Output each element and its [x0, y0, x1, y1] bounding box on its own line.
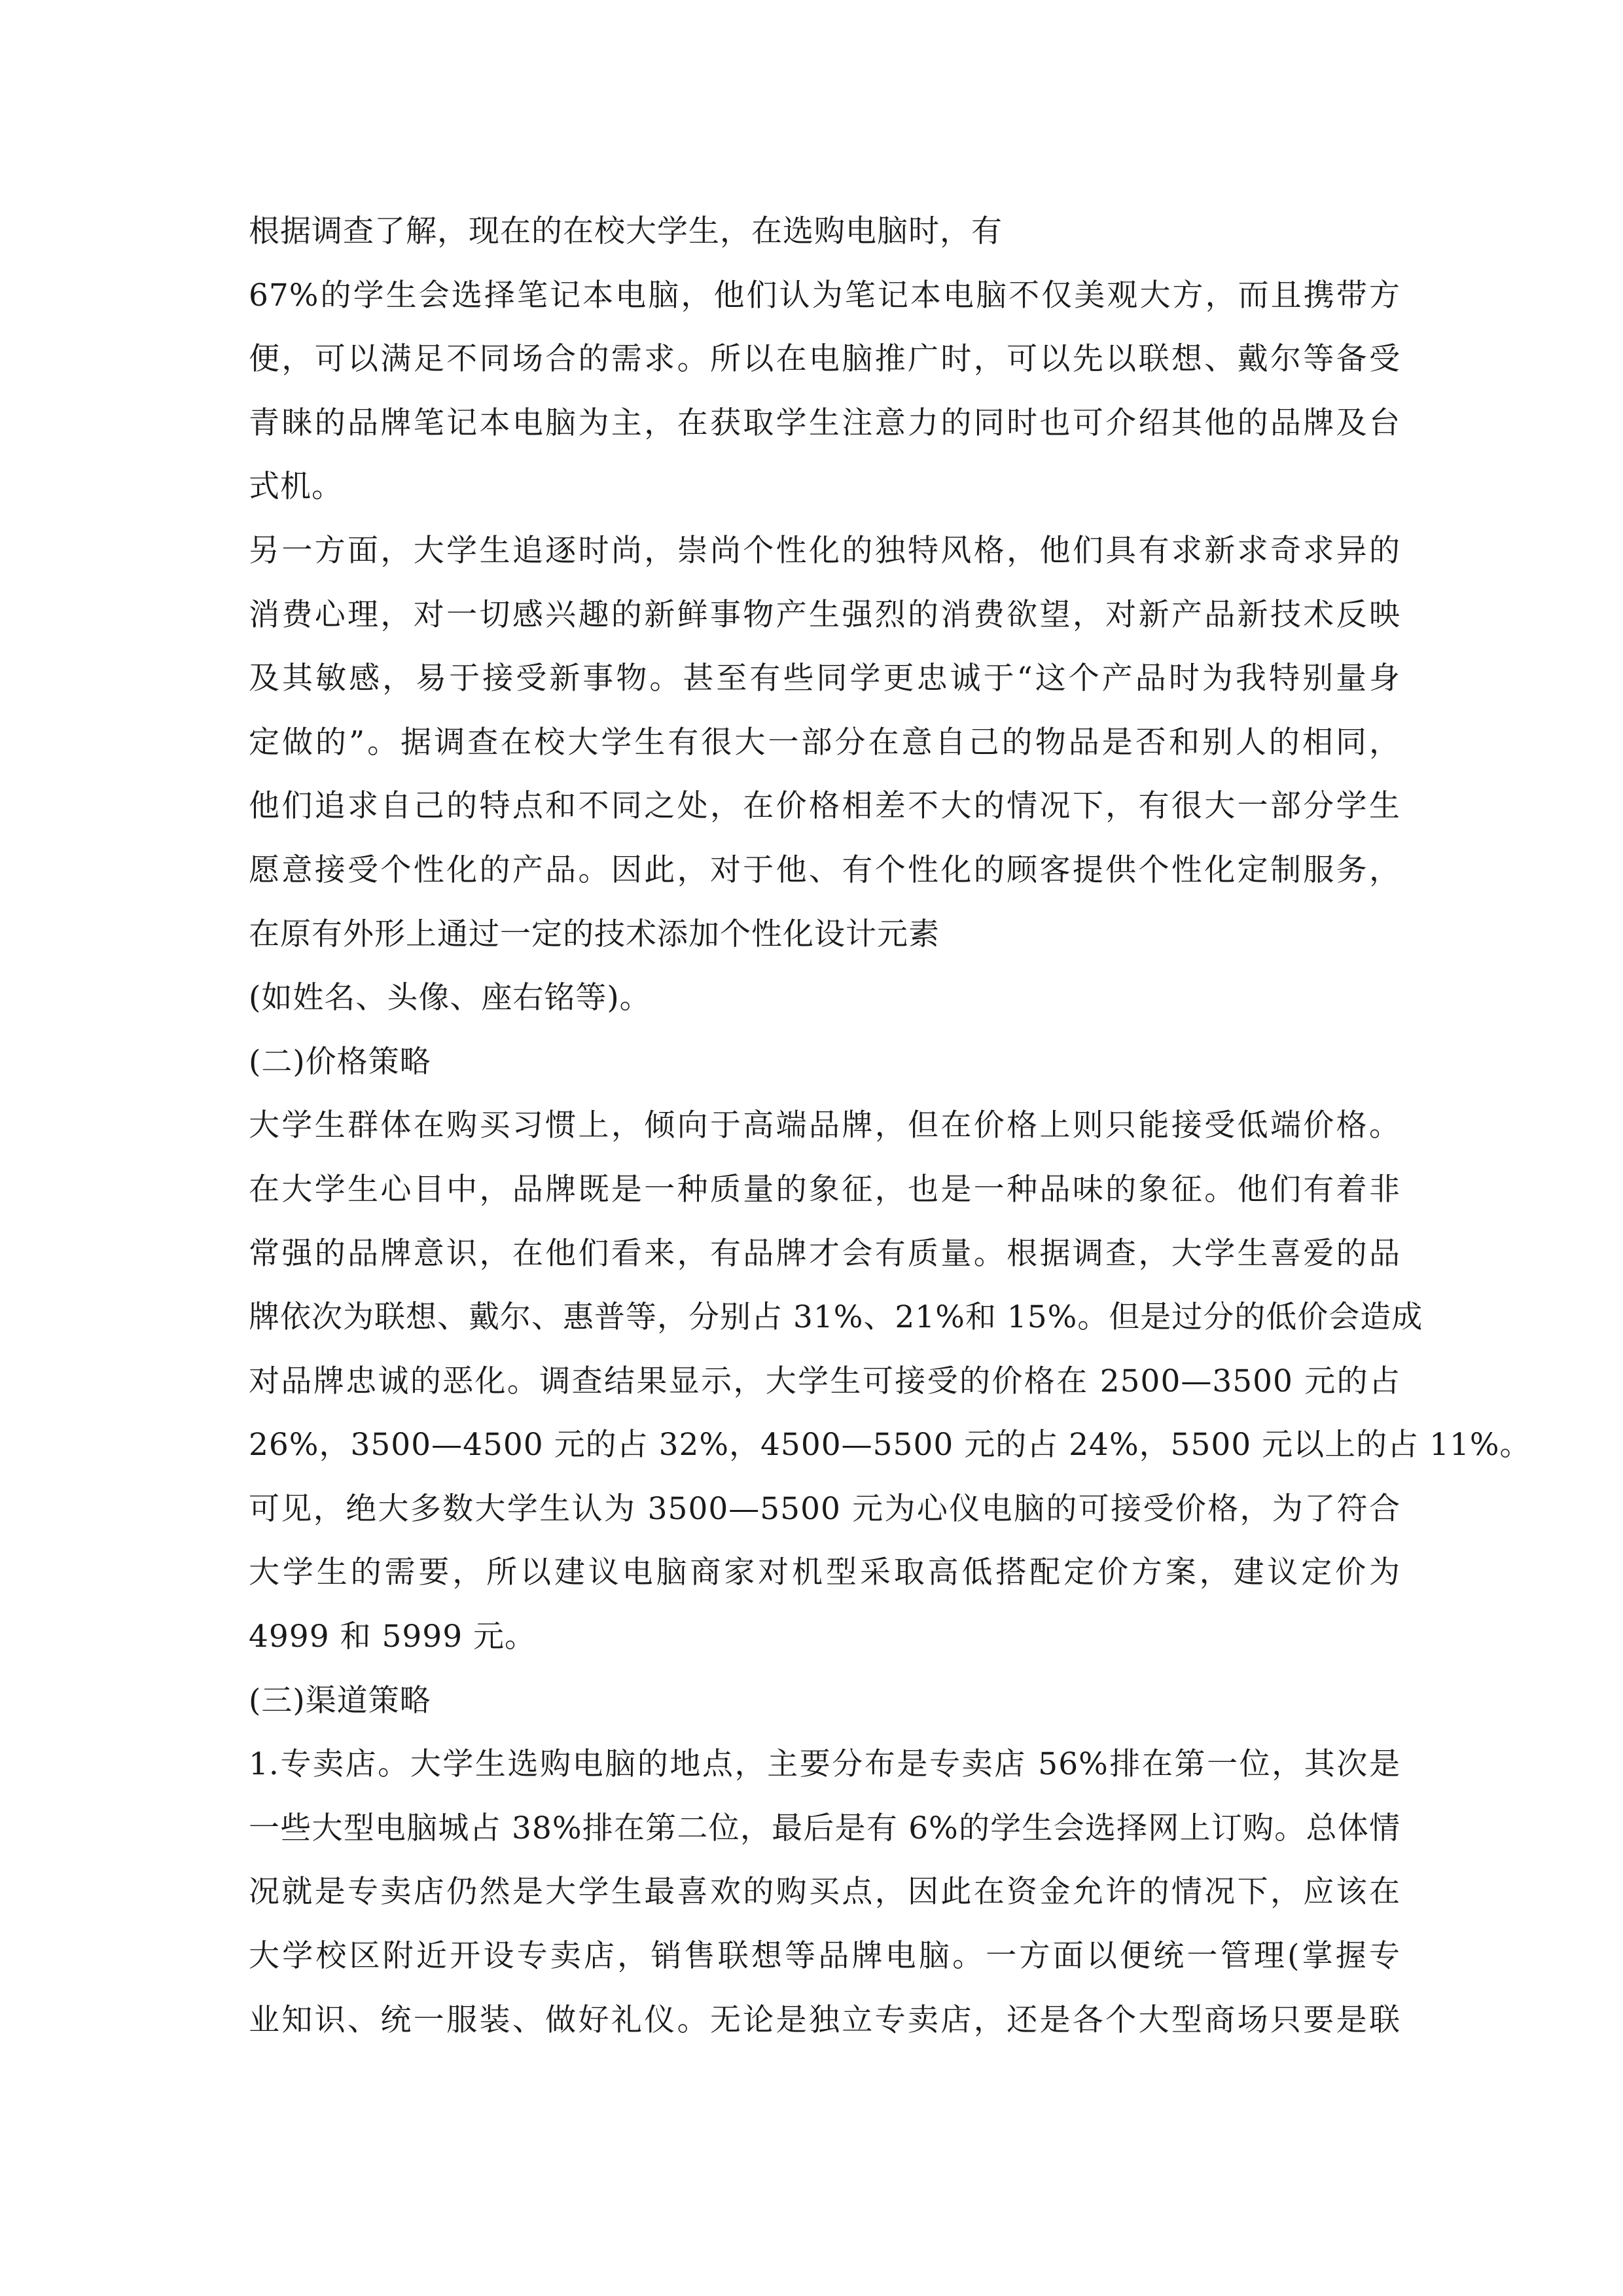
- text-line: 1.专卖店。大学生选购电脑的地点，主要分布是专卖店 56%排在第一位，其次是: [249, 1746, 1400, 1783]
- text-line: 根据调查了解，现在的在校大学生，在选购电脑时，有: [249, 213, 1003, 249]
- text-line: 在原有外形上通过一定的技术添加个性化设计元素: [249, 916, 940, 952]
- text-line: 青睐的品牌笔记本电脑为主，在获取学生注意力的同时也可介绍其他的品牌及台: [249, 404, 1400, 441]
- section-heading: (二)价格策略: [249, 1043, 431, 1080]
- text-line: 大学生群体在购买习惯上，倾向于高端品牌，但在价格上则只能接受低端价格。: [249, 1107, 1400, 1144]
- text-line: 26%，3500—4500 元的占 32%，4500—5500 元的占 24%，5500 元以上的占 11%。: [249, 1427, 1531, 1463]
- text-line: 便，可以满足不同场合的需求。所以在电脑推广时，可以先以联想、戴尔等备受: [249, 341, 1400, 378]
- text-line: 常强的品牌意识，在他们看来，有品牌才会有质量。根据调查，大学生喜爱的品: [249, 1235, 1400, 1272]
- text-line: 及其敏感，易于接受新事物。甚至有些同学更忠诚于“这个产品时为我特别量身: [249, 660, 1400, 697]
- text-line: 对品牌忠诚的恶化。调查结果显示，大学生可接受的价格在 2500—3500 元的占: [249, 1363, 1400, 1399]
- text-line: 愿意接受个性化的产品。因此，对于他、有个性化的顾客提供个性化定制服务，: [249, 852, 1400, 888]
- text-line: 式机。: [249, 469, 343, 505]
- text-line: 67%的学生会选择笔记本电脑，他们认为笔记本电脑不仅美观大方，而且携带方: [249, 277, 1400, 314]
- text-line: 况就是专卖店仍然是大学生最喜欢的购买点，因此在资金允许的情况下，应该在: [249, 1874, 1400, 1910]
- text-line: 4999 和 5999 元。: [249, 1619, 537, 1655]
- text-line: 大学生的需要，所以建议电脑商家对机型采取高低搭配定价方案，建议定价为: [249, 1554, 1400, 1591]
- text-line: 他们追求自己的特点和不同之处，在价格相差不大的情况下，有很大一部分学生: [249, 788, 1400, 825]
- text-line: 大学校区附近开设专卖店，销售联想等品牌电脑。一方面以便统一管理(掌握专: [249, 1938, 1400, 1975]
- text-line: 可见，绝大多数大学生认为 3500—5500 元为心仪电脑的可接受价格，为了符合: [249, 1490, 1400, 1527]
- text-line: (如姓名、头像、座右铭等)。: [249, 980, 651, 1016]
- section-heading: (三)渠道策略: [249, 1682, 431, 1719]
- text-line: 一些大型电脑城占 38%排在第二位，最后是有 6%的学生会选择网上订购。总体情: [249, 1810, 1400, 1846]
- text-line: 定做的”。据调查在校大学生有很大一部分在意自己的物品是否和别人的相同，: [249, 724, 1400, 761]
- text-line: 牌依次为联想、戴尔、惠普等，分别占 31%、21%和 15%。但是过分的低价会造成: [249, 1299, 1423, 1336]
- body-text: [249, 200, 1531, 2052]
- text-line: 在大学生心目中，品牌既是一种质量的象征，也是一种品味的象征。他们有着非: [249, 1171, 1400, 1208]
- text-line: 业知识、统一服装、做好礼仪。无论是独立专卖店，还是各个大型商场只要是联: [249, 2001, 1400, 2038]
- text-line: 另一方面，大学生追逐时尚，崇尚个性化的独特风格，他们具有求新求奇求异的: [249, 532, 1400, 569]
- text-line: 消费心理，对一切感兴趣的新鲜事物产生强烈的消费欲望，对新产品新技术反映: [249, 596, 1400, 633]
